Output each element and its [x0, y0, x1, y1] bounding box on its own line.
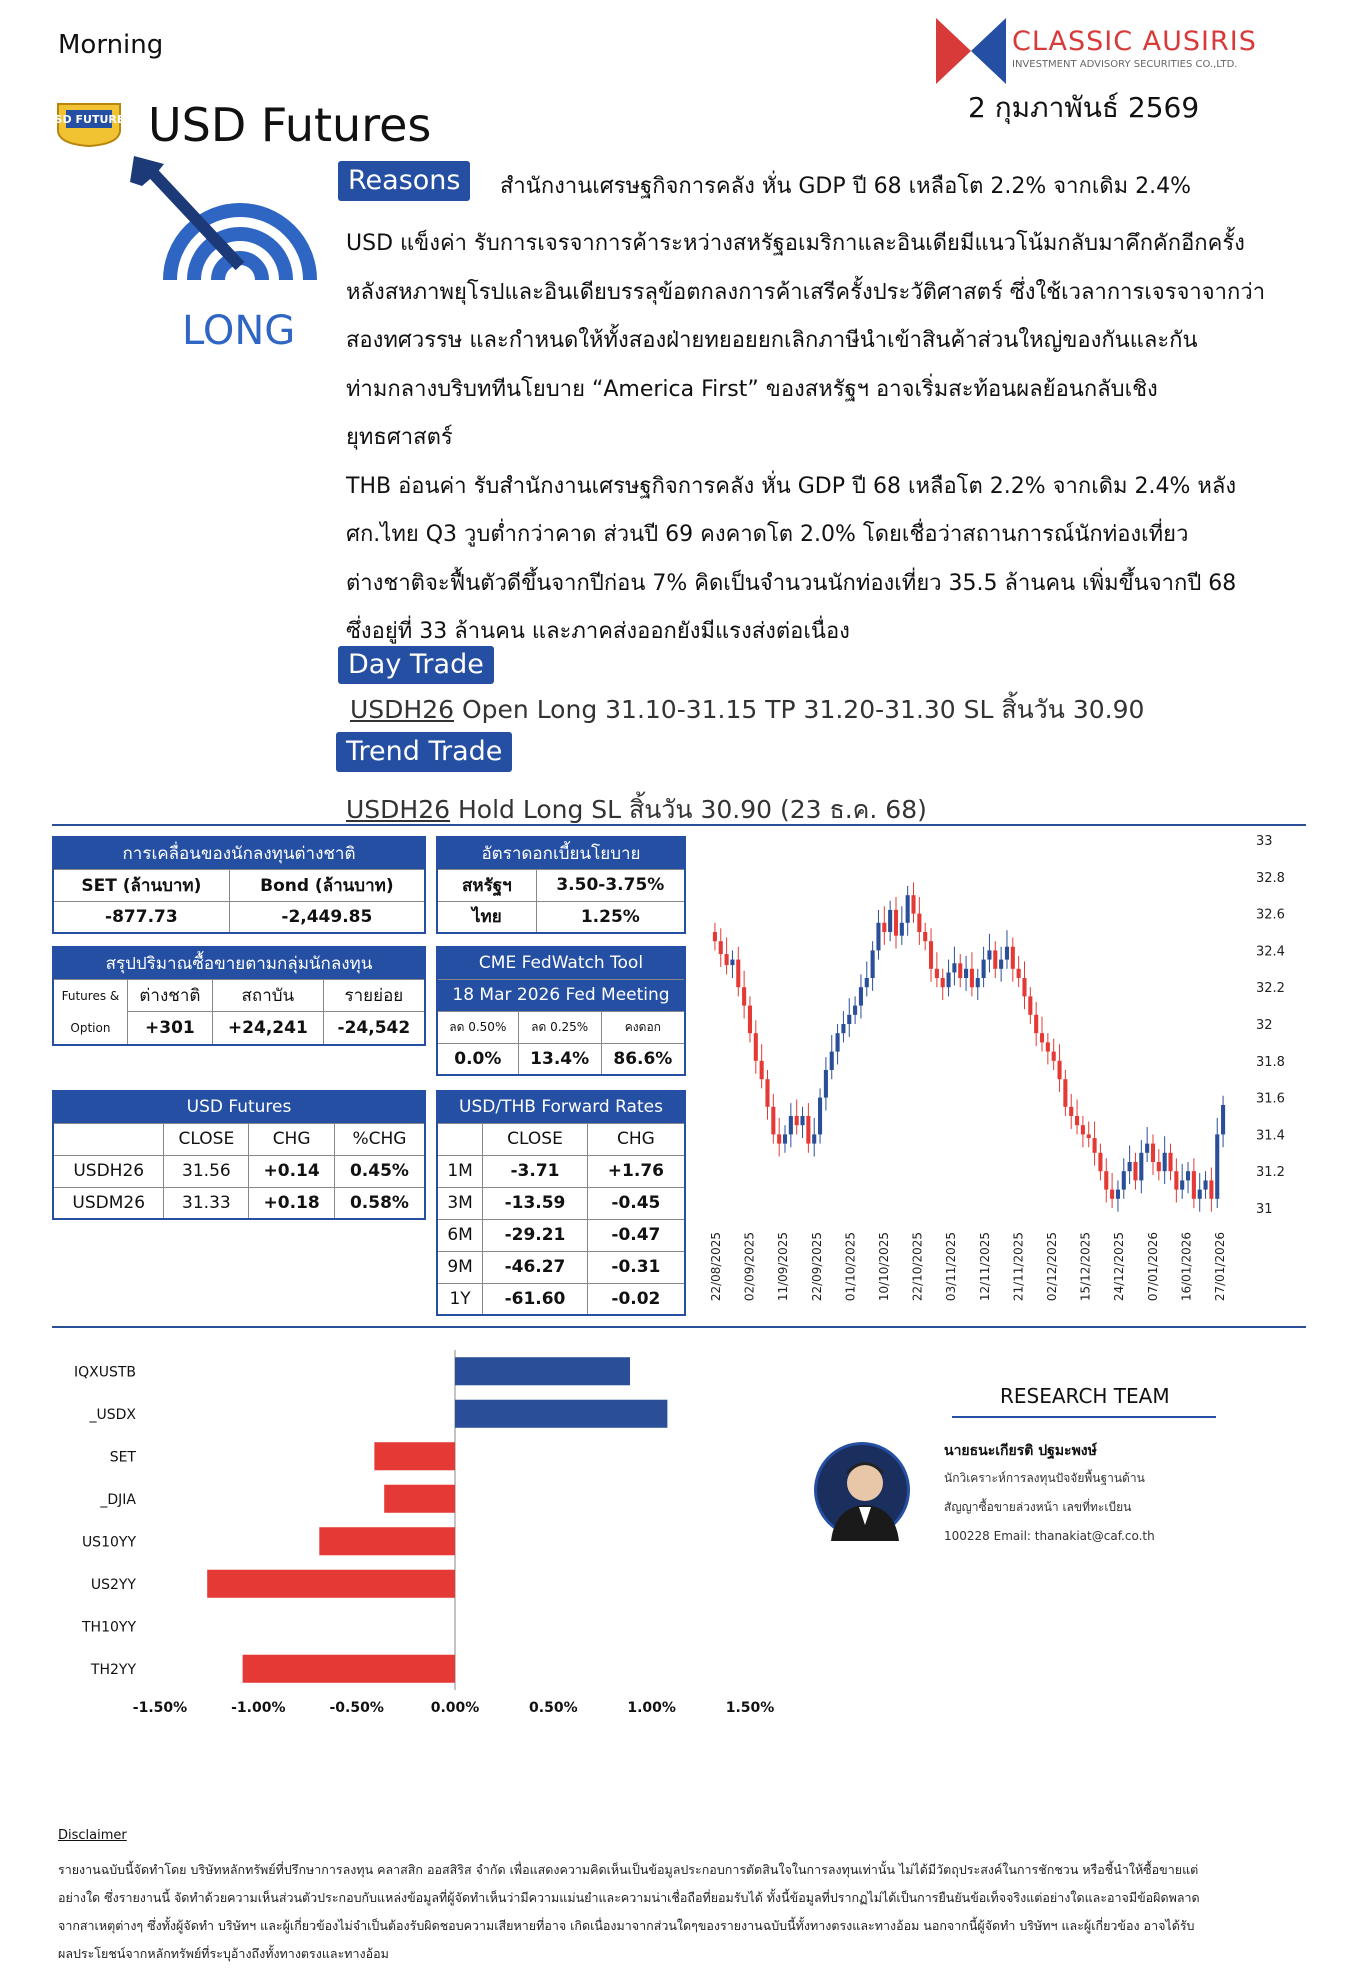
tenor-cell: 6M [437, 1219, 483, 1251]
bond-header: Bond (ล้านบาท) [229, 869, 425, 901]
th-label: ไทย [437, 901, 536, 933]
candle-body [1040, 1033, 1044, 1042]
candle-body [1087, 1134, 1091, 1138]
candle-body [1011, 947, 1015, 969]
x-tick-label: 02/09/2025 [742, 1232, 757, 1302]
thb-line: ซึ่งอยู่ที่ 33 ล้านคน และภาคส่งออกยังมีแรงส่งต่อเนื่อง [346, 619, 850, 644]
candle-body [911, 895, 915, 913]
y-tick-label: 32.2 [1256, 981, 1285, 997]
y-tick-label: 33 [1256, 834, 1273, 849]
candle-body [760, 1061, 764, 1079]
tenor-cell: 3M [437, 1187, 483, 1219]
fedwatch-subtitle: 18 Mar 2026 Fed Meeting [437, 979, 685, 1011]
candle-body [1057, 1061, 1061, 1079]
hold-header: คงดอก [601, 1011, 685, 1043]
candle-body [941, 978, 945, 987]
disclaimer-line: ผลประโยชน์จากหลักทรัพย์ที่ระบุอ้างถึงทั้งทางตรงและทางอ้อม [58, 1946, 389, 1961]
col-header: %CHG [334, 1123, 425, 1155]
candle-body [1052, 1052, 1056, 1061]
x-tick-label: -0.50% [329, 1700, 384, 1716]
candle-body [1081, 1125, 1085, 1134]
candle-body [824, 1070, 828, 1098]
reasons-body [346, 220, 1296, 657]
candle-body [1186, 1171, 1190, 1180]
candle-body [952, 963, 956, 972]
candle-body [1180, 1180, 1184, 1189]
close-cell: 31.33 [164, 1187, 249, 1219]
candle-body [865, 978, 869, 987]
th-rate: 1.25% [536, 901, 685, 933]
candle-body [1221, 1105, 1225, 1134]
pct-cell: 0.45% [334, 1155, 425, 1187]
candle-body [1163, 1153, 1167, 1171]
company-logo-icon [936, 18, 1006, 84]
tenor-cell: 9M [437, 1251, 483, 1283]
bar-category-label: SET [109, 1449, 136, 1466]
candle-body [1128, 1162, 1132, 1171]
day-trade-line [350, 690, 1144, 730]
candle-body [947, 972, 951, 987]
x-tick-label: 10/10/2025 [877, 1232, 891, 1302]
x-tick-label: 12/11/2025 [977, 1232, 992, 1302]
foreign-value: +301 [127, 1012, 212, 1045]
usd-line: ท่ามกลางบริบททีนโยบาย “America First” ของสหรัฐฯ อาจเริ่มสะท้อนผลย้อนกลับเชิง [346, 376, 1158, 402]
close-cell: -46.27 [483, 1251, 588, 1283]
market-change-bar-chart [50, 1340, 810, 1800]
table-row [53, 1155, 425, 1187]
cut25-header: ลด 0.25% [518, 1011, 601, 1043]
candle-body [765, 1079, 769, 1107]
candle-body [1209, 1180, 1213, 1198]
x-tick-label: 03/11/2025 [944, 1232, 959, 1302]
close-cell: 31.56 [164, 1155, 249, 1187]
col-header [53, 1123, 164, 1155]
candle-body [1063, 1079, 1067, 1107]
candle-body [1192, 1171, 1196, 1199]
chg-cell: +1.76 [587, 1155, 685, 1187]
foreign-flow-table [52, 836, 426, 934]
day-trade-detail: Open Long 31.10-31.15 TP 31.20-31.30 SL สิ้นวัน 30.90 [454, 695, 1145, 724]
candle-body [888, 910, 892, 932]
close-cell: -29.21 [483, 1219, 588, 1251]
table-row [437, 1219, 685, 1251]
candle-body [917, 914, 921, 932]
set-header: SET (ล้านบาท) [53, 869, 229, 901]
bar-category-label: TH10YY [82, 1619, 136, 1636]
candle-body [1110, 1190, 1114, 1199]
foreign-flow-title: การเคลื่อนของนักลงทุนต่างชาติ [53, 837, 425, 869]
x-tick-label: 22/08/2025 [709, 1232, 723, 1302]
candle-body [800, 1116, 804, 1125]
candle-body [999, 960, 1003, 969]
candle-body [771, 1107, 775, 1135]
contract-cell: USDH26 [53, 1155, 164, 1187]
research-underline [952, 1416, 1216, 1418]
x-tick-label: 0.00% [430, 1700, 480, 1716]
table-row [53, 1187, 425, 1219]
analyst-name: นายธนะเกียรติ ปฐมะพงษ์ [944, 1443, 1097, 1459]
candle-body [1075, 1116, 1079, 1125]
cut50-value: 0.0% [437, 1043, 518, 1075]
bar [384, 1485, 455, 1513]
candle-body [1098, 1153, 1102, 1171]
tenor-cell: 1Y [437, 1283, 483, 1315]
candle-body [1046, 1042, 1050, 1051]
bar [455, 1400, 667, 1428]
candle-body [1198, 1190, 1202, 1199]
y-tick-label: 31.8 [1256, 1054, 1285, 1070]
candle-body [853, 1006, 857, 1015]
candle-body [1093, 1138, 1097, 1153]
usd-line: USD แข็งค่า รับการเจรจาการค้าระหว่างสหรัฐอเมริกาและอินเดียมีแนวโน้มกลับมาคึกคักอีกครั้ง [346, 231, 1245, 256]
usd-futures-badge-icon [45, 100, 133, 148]
candle-body [795, 1116, 799, 1125]
x-tick-label: 16/01/2026 [1179, 1232, 1194, 1302]
badge-text: USD FUTURES [45, 113, 133, 126]
institution-header: สถาบัน [212, 979, 323, 1012]
table-row [437, 1187, 685, 1219]
candle-body [783, 1134, 787, 1143]
day-trade-tag: Day Trade [338, 646, 494, 684]
candle-body [1145, 1144, 1149, 1153]
candle-body [859, 987, 863, 1005]
investor-summary-title: สรุปปริมาณซื้อขายตามกลุ่มนักลงทุน [53, 947, 425, 979]
y-tick-label: 32.4 [1256, 944, 1285, 960]
candle-body [742, 987, 746, 1005]
x-tick-label: -1.00% [231, 1700, 286, 1716]
bar-category-label: US2YY [90, 1576, 136, 1593]
x-tick-label: -1.50% [132, 1700, 188, 1716]
candle-body [1104, 1171, 1108, 1189]
table-row [437, 1155, 685, 1187]
chg-cell: +0.14 [249, 1155, 335, 1187]
candle-body [929, 941, 933, 969]
col-header: CLOSE [483, 1123, 588, 1155]
institution-value: +24,241 [212, 1012, 323, 1045]
futures-option-label [53, 979, 127, 1045]
brand-name: CLASSIC AUSIRIS [1012, 26, 1257, 57]
candle-body [830, 1052, 834, 1070]
forward-rate-table [436, 1090, 686, 1316]
bar-category-label: _DJIA [100, 1491, 136, 1508]
disclaimer-line: รายงานฉบับนี้จัดทำโดย บริษัทหลักทรัพย์ที่ปรึกษาการลงทุน คลาสสิก ออสสิริส จำกัด เพื่อแสดงความคิดเห็นเป็นข้อมูลประกอบการตัดสินใจในการลงทุนเท่านั้น ไม่ได้มีวัตถุประสงค์ในการชักชวน หรือชี้นำให้ซื้อขายแต่ [58, 1862, 1199, 1877]
pct-cell: 0.58% [334, 1187, 425, 1219]
candle-body [958, 963, 962, 978]
bar-category-label: IQXUSTB [73, 1364, 136, 1381]
bar [319, 1527, 455, 1555]
x-tick-label: 1.50% [725, 1700, 775, 1716]
disclaimer-line: จากสาเหตุต่างๆ ซึ่งทั้งผู้จัดทำ บริษัทฯ และผู้เกี่ยวข้องไม่จำเป็นต้องรับผิดชอบความเสียหายที่อาจ เกิดเนื่องมาจากส่วนใดๆของรายงานฉบับนี้ทั้งทางตรงและทางอ้อม นอกจากนี้ผู้จัดทำ บริษัทฯ และผู้เกี่ยวข้อง อาจได้รับ [58, 1918, 1195, 1933]
research-team-title: RESEARCH TEAM [1000, 1384, 1170, 1408]
y-tick-label: 32.8 [1256, 870, 1285, 886]
candle-body [1139, 1153, 1143, 1181]
chg-cell: -0.02 [587, 1283, 685, 1315]
x-tick-label: 22/09/2025 [809, 1232, 824, 1302]
reasons-tag: Reasons [338, 161, 470, 201]
x-tick-label: 07/01/2026 [1145, 1232, 1160, 1302]
candle-body [789, 1116, 793, 1134]
candle-body [993, 950, 997, 968]
us-rate: 3.50-3.75% [536, 869, 685, 901]
x-tick-label: 24/12/2025 [1112, 1232, 1127, 1302]
trend-trade-detail: Hold Long SL สิ้นวัน 30.90 (23 ธ.ค. 68) [450, 795, 927, 824]
policy-rate-title: อัตราดอกเบี้ยนโยบาย [437, 837, 685, 869]
disclaimer-title: Disclaimer [58, 1828, 127, 1843]
usd-futures-table [52, 1090, 426, 1220]
candle-body [1133, 1162, 1137, 1180]
disclaimer-line: อย่างใด ซึ่งรายงานนี้ จัดทำด้วยความเห็นส่วนตัวประกอบกับแหล่งข้อมูลที่ผู้จัดทำเห็นว่ามีความแม่นยำและความน่าเชื่อถือที่ยอมรับได้ ทั้งนี้ข้อมูลที่ปรากฏไม่ได้เป็นการยืนยันข้อเท็จจริงแต่อย่างใดและอาจมีข้อผิดพลาด [58, 1890, 1200, 1905]
cut50-header: ลด 0.50% [437, 1011, 518, 1043]
analyst-position: นักวิเคราะห์การลงทุนปัจจัยพื้นฐานด้าน [944, 1471, 1145, 1485]
person-icon [817, 1445, 913, 1541]
candle-body [1122, 1171, 1126, 1189]
candle-body [1151, 1144, 1155, 1162]
bar [374, 1442, 455, 1470]
analyst-avatar [814, 1442, 910, 1538]
contract-cell: USDM26 [53, 1187, 164, 1219]
x-tick-label: 11/09/2025 [776, 1232, 791, 1302]
label-line: Futures & [61, 988, 120, 1003]
investor-summary-table [52, 946, 426, 1046]
candle-body [836, 1033, 840, 1051]
bar [243, 1655, 455, 1683]
retail-header: รายย่อย [323, 979, 425, 1012]
candle-body [754, 1033, 758, 1061]
usd-line: หลังสหภาพยุโรปและอินเดียบรรลุข้อตกลงการค้าเสรีครั้งประวัติศาสตร์ ซึ่งใช้เวลาการเจรจาจากว่า [346, 279, 1266, 305]
candle-body [935, 969, 939, 978]
candle-body [841, 1024, 845, 1033]
candle-body [987, 950, 991, 959]
col-header: CLOSE [164, 1123, 249, 1155]
y-tick-label: 32 [1256, 1018, 1273, 1033]
col-header [437, 1123, 483, 1155]
x-tick-label: 0.50% [529, 1700, 578, 1716]
candle-body [1157, 1162, 1161, 1171]
reasons-headline: สำนักงานเศรษฐกิจการคลัง หั่น GDP ปี 68 เหลือโต 2.2% จากเดิม 2.4% [500, 174, 1192, 199]
trend-trade-symbol: USDH26 [346, 795, 451, 824]
candle-body [970, 969, 974, 987]
y-tick-label: 31 [1256, 1202, 1273, 1217]
usd-line: ยุทธศาสตร์ [346, 425, 453, 450]
usd-line: สองทศวรรษ และกำหนดให้ทั้งสองฝ่ายทยอยยกเลิกภาษีนำเข้าสินค้าส่วนใหญ่ของกันและกัน [346, 328, 1198, 353]
candle-body [894, 910, 898, 936]
day-trade-symbol: USDH26 [350, 695, 455, 724]
hold-value: 86.6% [601, 1043, 685, 1075]
thb-line: ต่างชาติจะฟื้นตัวดีขึ้นจากปีก่อน 7% คิดเป็นจำนวนนักท่องเที่ยว 35.5 ล้านคน เพิ่มขึ้นจากปี 68 [346, 570, 1237, 596]
candle-body [1022, 978, 1026, 996]
report-date: 2 กุมภาพันธ์ 2569 [968, 91, 1200, 124]
thb-line: THB อ่อนค่า รับสำนักงานเศรษฐกิจการคลัง หั่น GDP ปี 68 เหลือโต 2.2% จากเดิม 2.4% หลัง [346, 473, 1237, 499]
edition-label: Morning [58, 30, 164, 60]
candle-body [1034, 1015, 1038, 1033]
candle-body [876, 923, 880, 951]
candle-body [847, 1015, 851, 1024]
foreign-header: ต่างชาติ [127, 979, 212, 1012]
candle-body [1116, 1190, 1120, 1199]
fedwatch-title: CME FedWatch Tool [437, 947, 685, 979]
candle-body [713, 932, 717, 941]
chg-cell: -0.45 [587, 1187, 685, 1219]
table-row [437, 1251, 685, 1283]
target-icon [130, 156, 312, 286]
fedwatch-table [436, 946, 686, 1076]
candle-body [1069, 1107, 1073, 1116]
candle-body [976, 978, 980, 987]
candle-body [806, 1116, 810, 1144]
bar-category-label: TH2YY [90, 1661, 136, 1678]
y-tick-label: 31.6 [1256, 1091, 1285, 1107]
set-value: -877.73 [53, 901, 229, 933]
candle-body [906, 895, 910, 923]
x-tick-label: 01/10/2025 [843, 1232, 858, 1302]
y-tick-label: 31.2 [1256, 1165, 1285, 1181]
bar-category-label: US10YY [81, 1534, 136, 1551]
retail-value: -24,542 [323, 1012, 425, 1045]
close-cell: -3.71 [483, 1155, 588, 1187]
signal-label: LONG [182, 308, 296, 354]
candle-body [719, 941, 723, 954]
table-row [437, 1283, 685, 1315]
x-tick-label: 21/11/2025 [1011, 1232, 1026, 1302]
usd-futures-title: USD Futures [53, 1091, 425, 1123]
x-tick-label: 27/01/2026 [1213, 1232, 1227, 1302]
brand-subtitle: INVESTMENT ADVISORY SECURITIES CO.,LTD. [1012, 59, 1238, 70]
candle-body [730, 960, 734, 966]
usdthb-candlestick-chart [706, 826, 1306, 1326]
candle-body [882, 923, 886, 932]
x-tick-label: 1.00% [627, 1700, 676, 1716]
us-label: สหรัฐฯ [437, 869, 536, 901]
x-tick-label: 22/10/2025 [910, 1232, 925, 1302]
analyst-position: สัญญาซื้อขายล่วงหน้า เลขที่ทะเบียน [944, 1500, 1132, 1514]
candle-body [982, 960, 986, 978]
chg-cell: +0.18 [249, 1187, 335, 1219]
tenor-cell: 1M [437, 1155, 483, 1187]
col-header: CHG [587, 1123, 685, 1155]
x-tick-label: 15/12/2025 [1078, 1232, 1093, 1302]
y-tick-label: 31.4 [1256, 1128, 1285, 1144]
candle-body [871, 950, 875, 978]
label-line: Option [70, 1020, 111, 1035]
bar [207, 1570, 455, 1598]
candle-body [1017, 969, 1021, 978]
candle-body [725, 954, 729, 965]
candle-body [812, 1134, 816, 1143]
candle-body [748, 1006, 752, 1034]
candle-body [1174, 1171, 1178, 1189]
cut25-value: 13.4% [518, 1043, 601, 1075]
bar [455, 1357, 630, 1385]
candle-body [1204, 1180, 1208, 1189]
section-divider [52, 1326, 1306, 1328]
forward-title: USD/THB Forward Rates [437, 1091, 685, 1123]
policy-rate-table [436, 836, 686, 934]
candle-body [964, 969, 968, 978]
candle-body [818, 1098, 822, 1135]
thb-line: ศก.ไทย Q3 วูบต่ำกว่าคาด ส่วนปี 69 คงคาดโต 2.0% โดยเชื่อว่าสถานการณ์นักท่องเที่ยว [346, 522, 1189, 547]
bond-value: -2,449.85 [229, 901, 425, 933]
candle-body [1168, 1153, 1172, 1171]
candle-body [1005, 947, 1009, 960]
candle-body [736, 960, 740, 988]
close-cell: -13.59 [483, 1187, 588, 1219]
analyst-contact: 100228 Email: thanakiat@caf.co.th [944, 1529, 1155, 1543]
trend-trade-tag: Trend Trade [336, 732, 512, 772]
col-header: CHG [249, 1123, 335, 1155]
disclaimer-body [58, 1856, 1288, 1968]
close-cell: -61.60 [483, 1283, 588, 1315]
y-tick-label: 32.6 [1256, 907, 1285, 923]
candle-body [1215, 1134, 1219, 1198]
page-title: USD Futures [148, 98, 432, 152]
candle-body [900, 923, 904, 936]
candle-body [1028, 996, 1032, 1014]
bar-category-label: _USDX [89, 1406, 136, 1423]
x-tick-label: 02/12/2025 [1045, 1232, 1059, 1302]
chg-cell: -0.47 [587, 1219, 685, 1251]
candle-body [777, 1134, 781, 1143]
candle-body [923, 932, 927, 941]
chg-cell: -0.31 [587, 1251, 685, 1283]
